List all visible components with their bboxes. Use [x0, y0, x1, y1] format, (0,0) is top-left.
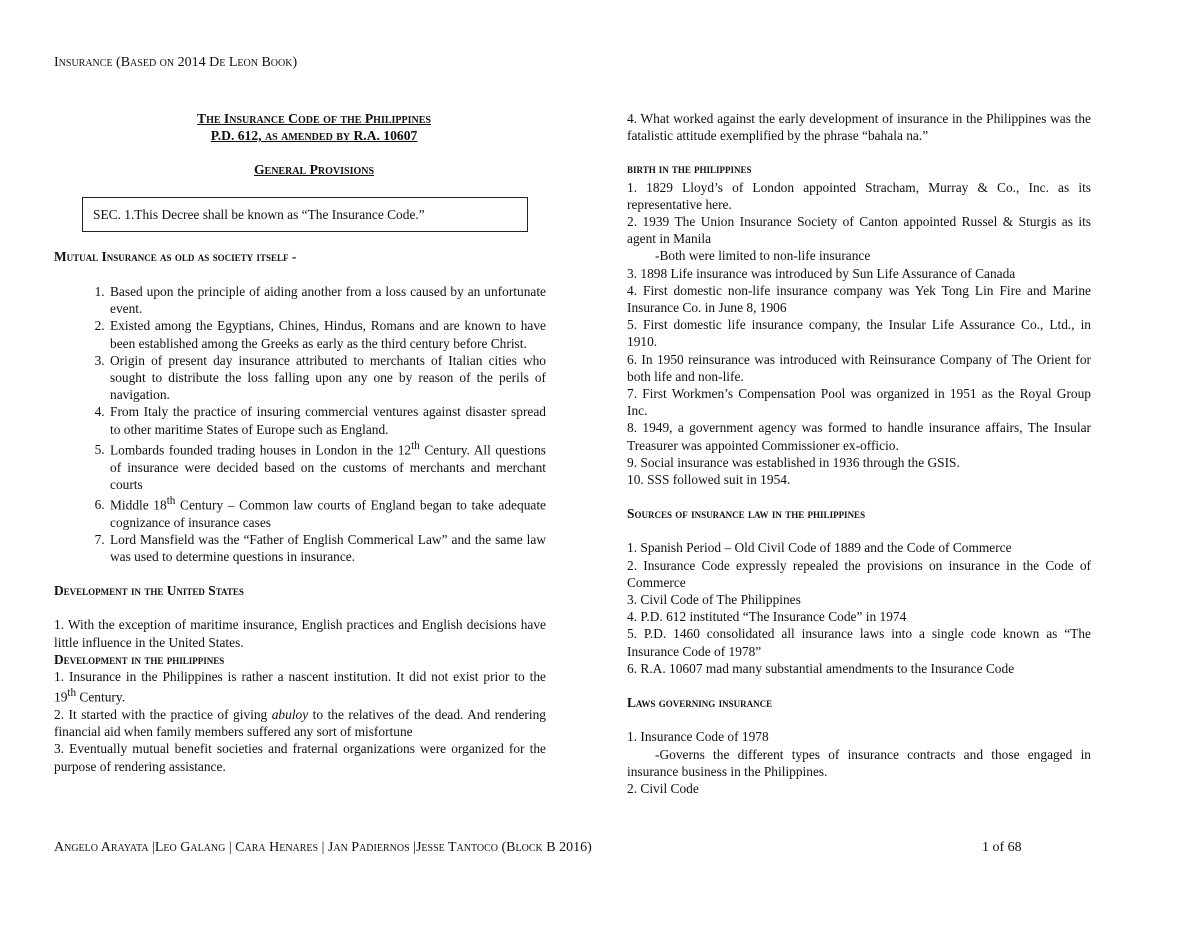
source-item: 6. R.A. 10607 mad many substantial amendments to the Insurance Code	[627, 660, 1015, 676]
birth-item: 1. 1829 Lloyd’s of London appointed Stracham, Murray & Co., Inc. as its representative here.	[627, 179, 1091, 212]
source-item: 3. Civil Code of The Philippines	[627, 592, 801, 608]
list-item: 6. Middle 18th Century – Common law courts of England began to take adequate cognizance of insurance cases	[108, 493, 546, 531]
list-item: 3. Origin of present day insurance attributed to merchants of Italian cities who sought to distribute the loss falling upon any one by reason of the perils of navigation.	[108, 352, 546, 404]
birth-item: 3. 1898 Life insurance was introduced by Sun Life Assurance of Canada	[627, 265, 1016, 281]
general-provisions-heading: General Provisions	[253, 162, 375, 178]
birth-item: 9. Social insurance was established in 1936 through the GSIS.	[627, 454, 960, 470]
birth-item: 10. SSS followed suit in 1954.	[627, 472, 791, 488]
source-item: 2. Insurance Code expressly repealed the provisions on insurance in the Code of Commerce	[627, 557, 1091, 590]
list-item: 7. Lord Mansfield was the “Father of English Commerical Law” and the same law was used to determine questions in insurance.	[108, 531, 546, 565]
birth-item: 7. First Workmen’s Compensation Pool was organized in 1951 as the Royal Group Inc.	[627, 386, 1091, 419]
ph-development-item-4: 4. What worked against the early development of insurance in the Philippines was the fatalistic attitude exemplified by the phrase “bahala na.”	[627, 111, 1091, 144]
us-development-text: 1. With the exception of maritime insurance, English practices and English decisions have little influence in the United States.	[54, 617, 546, 650]
right-column	[627, 110, 1091, 797]
ph-development-item-1: 1. Insurance in the Philippines is rather a nascent institution. It did not exist prior to the 19th Century.	[54, 669, 546, 705]
ph-development-item-3: 3. Eventually mutual benefit societies and fraternal organizations were organized for the purpose of rendering assistance.	[54, 741, 546, 774]
law-item: 2. Civil Code	[627, 780, 699, 796]
ph-development-item-2: 2. It started with the practice of giving abuloy to the relatives of the dead. And rendering financial aid when family members suffered any sort of misfortune	[54, 706, 546, 740]
page-header: Insurance (Based on 2014 De Leon Book)	[54, 55, 298, 70]
source-item: 1. Spanish Period – Old Civil Code of 1889 and the Code of Commerce	[627, 540, 1012, 556]
list-item: 2. Existed among the Egyptians, Chines, Hindus, Romans and are known to have been established among the Greeks as early as the third century before Christ.	[108, 317, 546, 351]
source-item: 4. P.D. 612 instituted “The Insurance Code” in 1974	[627, 609, 907, 625]
list-item: 5. Lombards founded trading houses in London in the 12th Century. All questions of insurance were decided based on the customs of merchants and merchant courts	[108, 438, 546, 493]
section-1-text: SEC. 1.This Decree shall be known as “The Insurance Code.”	[93, 206, 425, 222]
sources-heading: Sources of insurance law in the philippines	[627, 506, 866, 522]
birth-item: 8. 1949, a government agency was formed to handle insurance affairs, The Insular Treasurer was appointed Commissioner ex-officio.	[627, 420, 1091, 453]
birth-item: 5. First domestic life insurance company, the Insular Life Assurance Co., Ltd., in 1910.	[627, 317, 1091, 350]
birth-item: 2. 1939 The Union Insurance Society of Canton appointed Russel & Sturgis as its agent in Manila	[627, 214, 1091, 247]
birth-heading: birth in the philippines	[627, 162, 752, 177]
footer-authors: Angelo Arayata |Leo Galang | Cara Henares | Jan Padiernos |Jesse Tantoco (Block B 2016)	[54, 840, 592, 855]
law-note: -Governs the different types of insurance contracts and those engaged in insurance business in the Philippines.	[627, 746, 1091, 779]
code-subtitle: P.D. 612, as amended by R.A. 10607	[210, 128, 418, 144]
birth-item: 6. In 1950 reinsurance was introduced with Reinsurance Company of The Orient for both life and non-life.	[627, 351, 1091, 384]
ph-development-heading: Development in the philippines	[54, 651, 225, 667]
birth-note: -Both were limited to non-life insurance	[655, 248, 871, 264]
section-1-box	[82, 197, 528, 232]
list-item: 4. From Italy the practice of insuring commercial ventures against disaster spread to other maritime States of Europe such as England.	[108, 403, 546, 437]
mutual-insurance-list	[82, 283, 546, 565]
code-title: The Insurance Code of the Philippines	[197, 111, 431, 126]
source-item: 5. P.D. 1460 consolidated all insurance laws into a single code known as “The Insurance Code of 1978”	[627, 626, 1091, 659]
mutual-insurance-heading: Mutual Insurance as old as society itself -	[54, 248, 297, 264]
list-item: 1. Based upon the principle of aiding another from a loss caused by an unfortunate event.	[108, 283, 546, 317]
laws-heading: Laws governing insurance	[627, 695, 773, 711]
left-column	[54, 110, 547, 775]
birth-item: 4. First domestic non-life insurance company was Yek Tong Lin Fire and Marine Insurance Co. in June 8, 1906	[627, 282, 1091, 316]
page-number: 1 of 68	[982, 840, 1022, 855]
law-item: 1. Insurance Code of 1978	[627, 729, 769, 745]
us-development-heading: Development in the United States	[54, 583, 244, 599]
